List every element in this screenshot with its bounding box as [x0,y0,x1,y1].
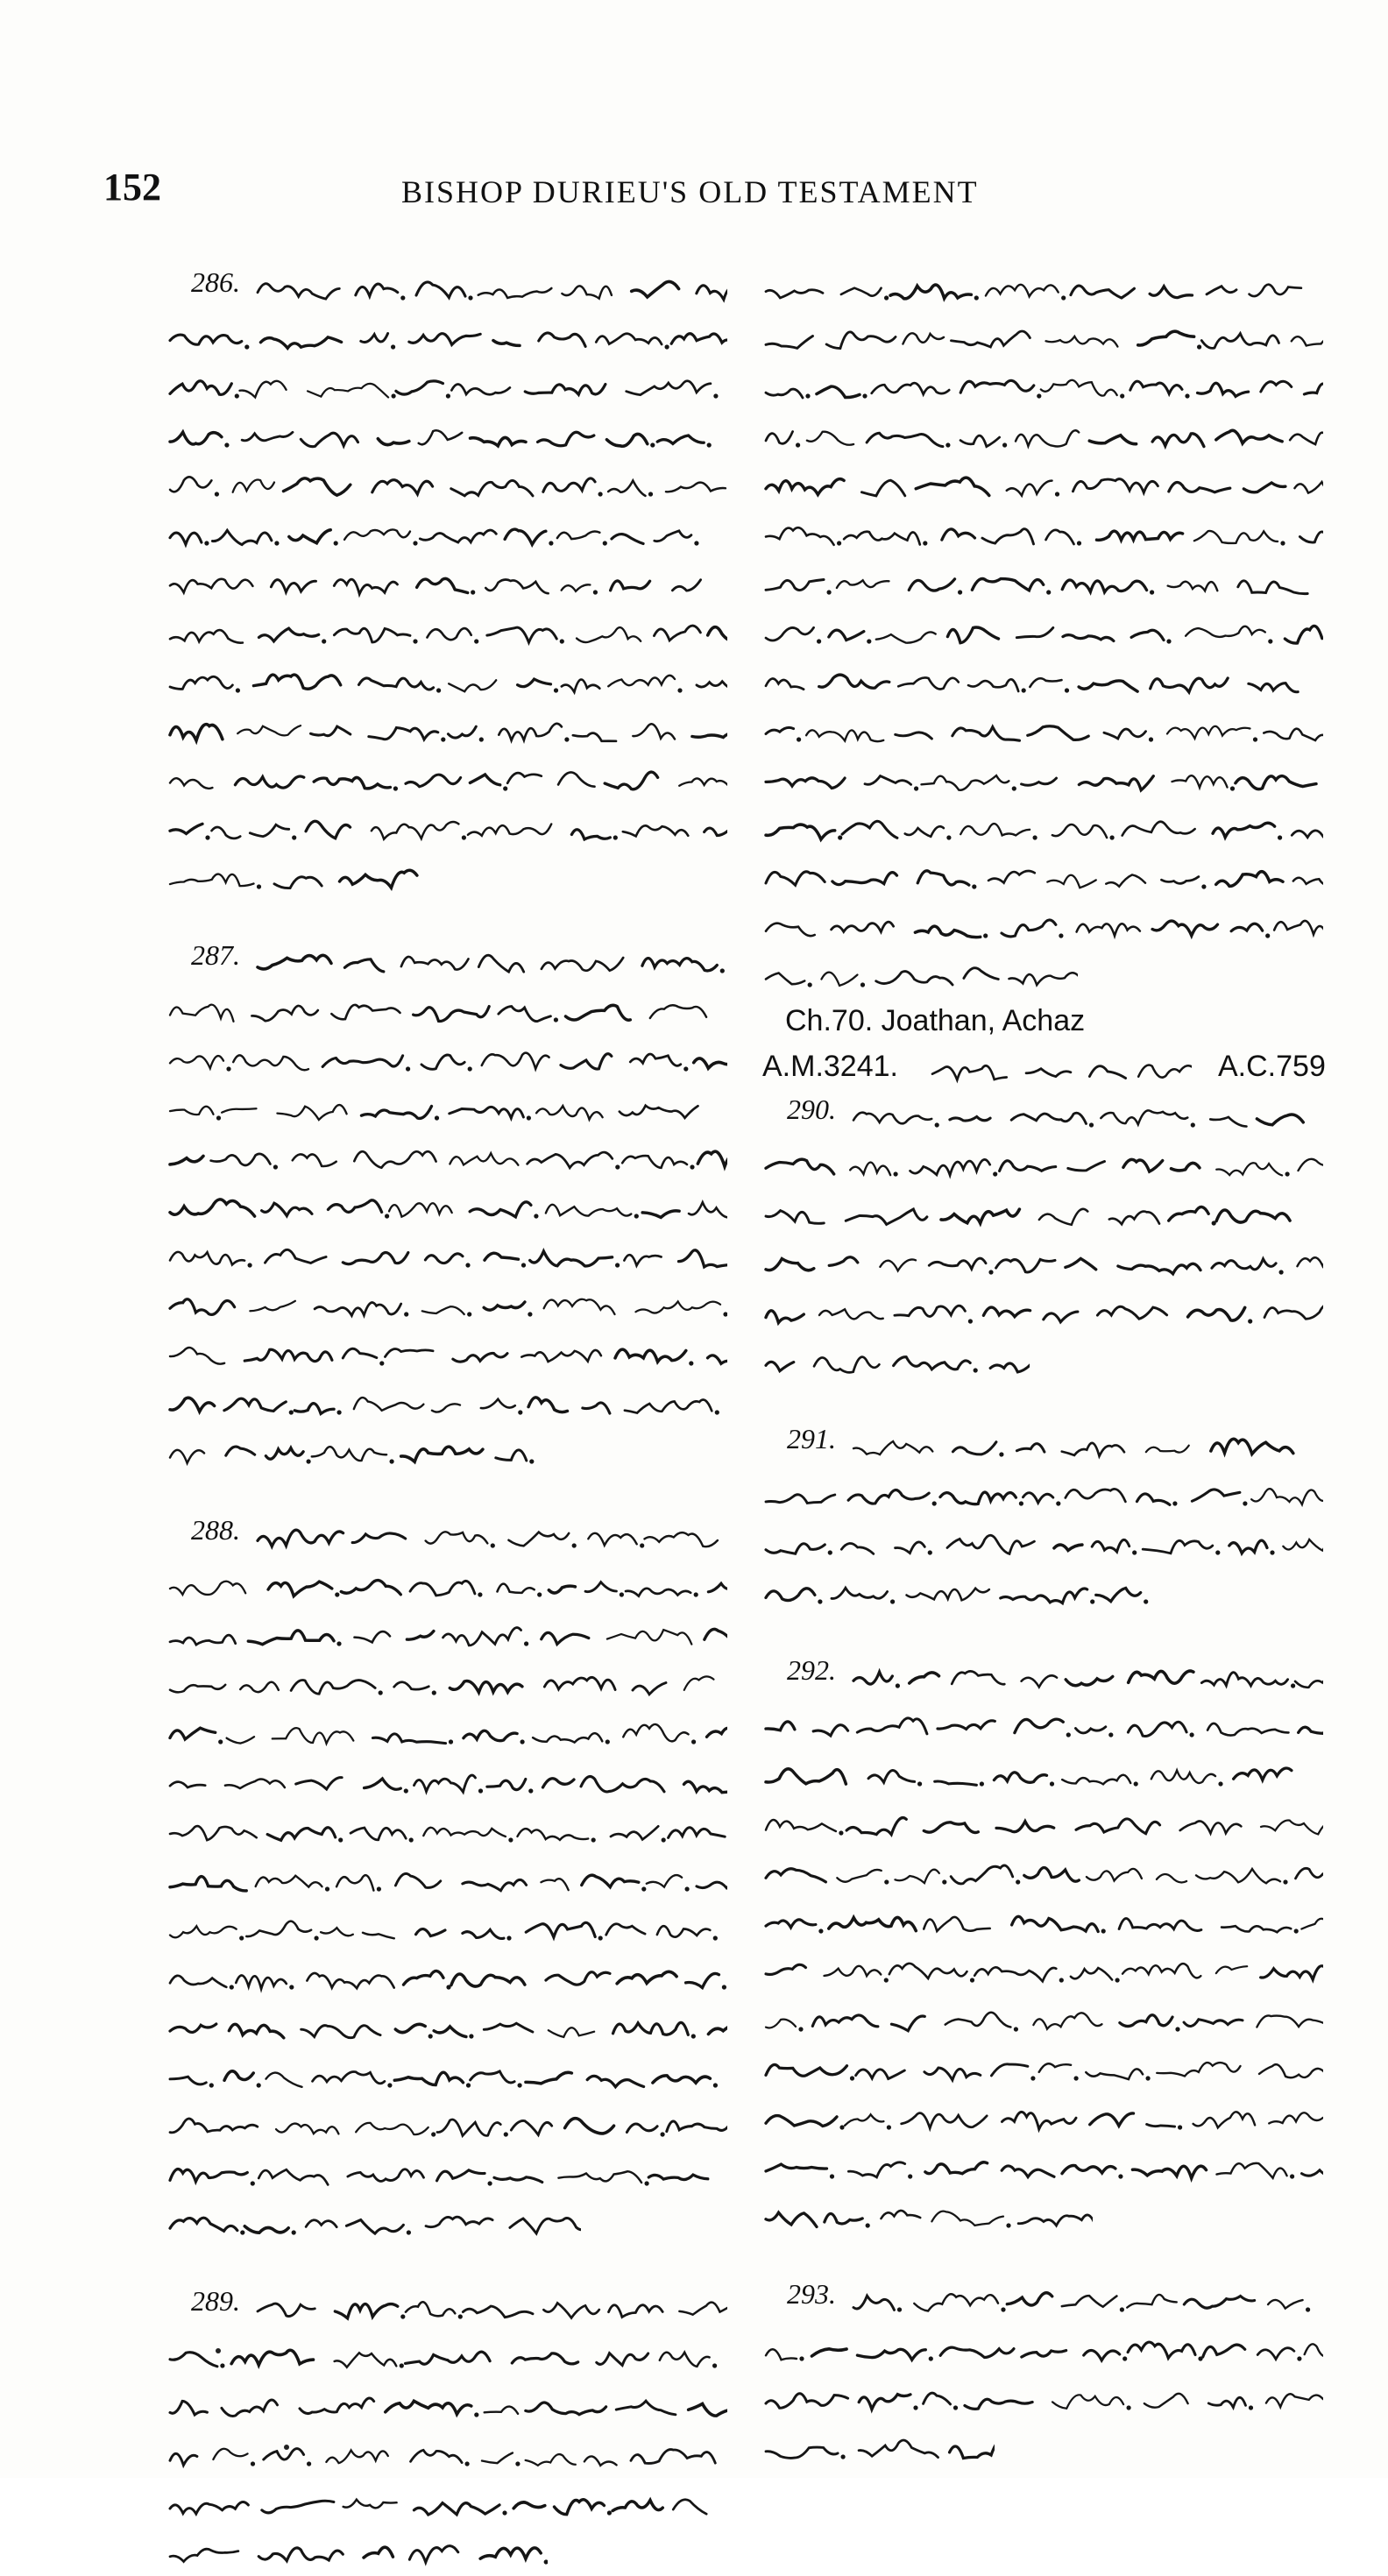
text-line [166,2478,745,2527]
shorthand-line [166,612,727,650]
text-line [166,1083,745,1132]
text-line [166,704,745,754]
date-line [762,1044,1341,1090]
text-line [762,2092,1341,2141]
text-line [166,1034,745,1083]
text-line [166,1279,745,1328]
text-line [762,2373,1341,2422]
shorthand-line [850,1095,1323,1134]
shorthand-line [762,1754,1323,1793]
text-line [762,1651,1341,1700]
text-line [166,2099,745,2148]
shorthand-line [254,1516,727,1554]
text-line [166,2380,745,2429]
print-speck [216,2348,221,2353]
shorthand-line [762,366,1323,405]
text-line [762,1237,1341,1286]
shorthand-line [166,2056,727,2094]
text-line [166,1903,745,1952]
text-line [166,459,745,508]
shorthand-line [762,1193,1323,1232]
shorthand-line [166,317,727,356]
text-line [166,2050,745,2099]
shorthand-line [166,1810,727,1849]
shorthand-line [762,2329,1323,2367]
text-line [166,2282,745,2331]
shorthand-line [166,1039,727,1078]
text-line [166,1230,745,1279]
shorthand-line [762,955,1078,994]
text-line [166,312,745,361]
shorthand-line [762,1572,1159,1610]
text-line [762,1896,1341,1945]
shorthand-line [762,759,1323,797]
text-line [166,1658,745,1707]
shorthand-line [166,1284,727,1323]
section-number: 291. [787,1423,836,1454]
text-line [166,361,745,410]
shorthand-line [762,2049,1323,2087]
shorthand-line [762,1950,1323,1989]
text-line [166,1511,745,1560]
shorthand-line [166,1859,727,1898]
text-line [762,1847,1341,1896]
text-line [166,655,745,704]
shorthand-line [762,464,1323,503]
text-line [762,1286,1341,1335]
shorthand-line [762,2427,995,2466]
shorthand-line [762,1523,1323,1561]
text-line [762,557,1341,606]
shorthand-line [762,612,1323,650]
section-number: 290. [787,1093,836,1125]
text-line [166,2001,745,2050]
section-number: 287. [191,939,240,971]
chapter-heading [762,999,1341,1044]
text-line [166,557,745,606]
text-line [166,410,745,459]
text-line [166,2197,745,2247]
right-column [762,263,1341,2310]
left-column [166,263,745,2317]
section-number: 288. [191,1514,240,1546]
text-line [166,1181,745,1230]
text-line [762,1468,1341,1518]
shorthand-line [166,710,727,748]
text-line [762,704,1341,754]
text-line [166,754,745,803]
text-line [762,1139,1341,1188]
text-line [762,2275,1341,2324]
text-line [762,361,1341,410]
shorthand-line [762,2098,1323,2136]
text-line [166,1328,745,1377]
shorthand-line [166,1908,727,1947]
shorthand-line [762,563,1323,601]
shorthand-line [762,906,1323,945]
running-title: BISHOP DURIEU'S OLD TESTAMENT [401,174,979,209]
print-speck [284,2445,289,2450]
shorthand-line [166,808,727,846]
shorthand-line [762,1901,1323,1940]
shorthand-line [166,1565,727,1603]
shorthand-line [762,1474,1323,1512]
text-line [762,1798,1341,1847]
shorthand-line [166,1957,727,1996]
shorthand-line [166,1334,727,1372]
shorthand-line [166,1088,727,1127]
text-line [762,459,1341,508]
shorthand-line [166,2385,727,2424]
text-line [762,950,1341,999]
text-line [762,901,1341,950]
shorthand-line [166,366,727,405]
text-line [762,754,1341,803]
text-line [762,852,1341,901]
shorthand-line [166,415,727,454]
text-line [166,803,745,852]
shorthand-line [762,268,1323,307]
shorthand-line [762,2196,1093,2234]
shorthand-line [166,1235,727,1274]
text-line [762,2422,1341,2471]
shorthand-line [762,2147,1323,2185]
text-line [762,410,1341,459]
shorthand-line [166,1186,727,1225]
shorthand-line [166,1663,727,1702]
shorthand-line [850,2280,1323,2318]
text-line [166,508,745,557]
shorthand-line [762,1292,1323,1330]
shorthand-line [166,1761,727,1800]
text-line [166,1426,745,1476]
text-line [762,1188,1341,1237]
date-ac: A.C.759 [1218,1050,1326,1083]
text-line [762,2324,1341,2373]
text-line [762,1994,1341,2043]
shorthand-line [166,661,727,699]
text-line [762,1749,1341,1798]
text-line [762,1090,1341,1139]
shorthand-line [166,2154,727,2192]
shorthand-line [166,2483,727,2522]
shorthand-line [166,2006,727,2045]
text-line [762,606,1341,655]
date-am: A.M.3241. [762,1050,898,1083]
shorthand-line [166,563,727,601]
chapter-title: Ch.70. Joathan, Achaz [785,1004,1086,1037]
shorthand-line [166,2105,727,2143]
page-header [103,165,1330,217]
text-line [762,655,1341,704]
shorthand-line [166,464,727,503]
shorthand-line [762,415,1323,454]
text-line [762,1335,1341,1384]
text-line [166,263,745,312]
shorthand-line [762,1999,1323,2038]
text-line [166,2429,745,2478]
text-line [762,1700,1341,1749]
shorthand-line [762,710,1323,748]
text-line [166,606,745,655]
text-line [762,2141,1341,2190]
text-line [762,1567,1341,1616]
shorthand-line [254,268,727,307]
section-number: 293. [787,2278,836,2310]
text-line [166,852,745,901]
text-line [166,1560,745,1609]
shorthand-line [762,1852,1323,1891]
shorthand-line [166,2203,581,2241]
shorthand-line [166,990,727,1029]
shorthand-line [762,1341,1030,1379]
shorthand-line [762,2378,1323,2417]
section-number: 292. [787,1654,836,1686]
shorthand-line [166,759,727,797]
text-line [166,936,745,985]
text-line [166,1952,745,2001]
shorthand-line [762,1803,1323,1842]
text-line [762,508,1341,557]
text-line [166,2527,745,2576]
text-line [166,2331,745,2380]
shorthand-line [166,513,727,552]
shorthand-line [254,941,727,980]
text-line [762,2190,1341,2240]
shorthand-line [929,1050,1192,1088]
shorthand-line [254,2287,727,2325]
shorthand-line [762,317,1323,356]
shorthand-line [166,1712,727,1751]
shorthand-line [166,1614,727,1652]
shorthand-line [762,1705,1323,1744]
text-line [762,312,1341,361]
shorthand-line [166,2532,548,2571]
shorthand-line [166,2434,727,2473]
text-line [166,1854,745,1903]
text-line [166,1609,745,1658]
shorthand-line [762,661,1323,699]
page-number: 152 [103,166,161,209]
text-line [166,1707,745,1756]
shorthand-line [762,857,1323,895]
text-line [166,1377,745,1426]
shorthand-line [166,857,421,895]
text-line [762,1419,1341,1468]
shorthand-line [850,1425,1323,1463]
shorthand-line [762,1242,1323,1281]
text-line [166,1805,745,1854]
text-line [762,803,1341,852]
shorthand-line [762,513,1323,552]
text-line [762,2043,1341,2092]
shorthand-line [166,1137,727,1176]
shorthand-line [762,808,1323,846]
text-line [166,1756,745,1805]
text-line [762,1518,1341,1567]
shorthand-line [762,1144,1323,1183]
section-number: 286. [191,266,240,298]
section-number: 289. [191,2285,240,2317]
text-line [166,1132,745,1181]
text-line [762,263,1341,312]
shorthand-line [166,1383,727,1421]
shorthand-line [166,1432,550,1470]
shorthand-line [166,2336,727,2374]
text-line [762,1945,1341,1994]
shorthand-line [850,1656,1323,1695]
text-line [166,985,745,1034]
text-line [166,2148,745,2197]
